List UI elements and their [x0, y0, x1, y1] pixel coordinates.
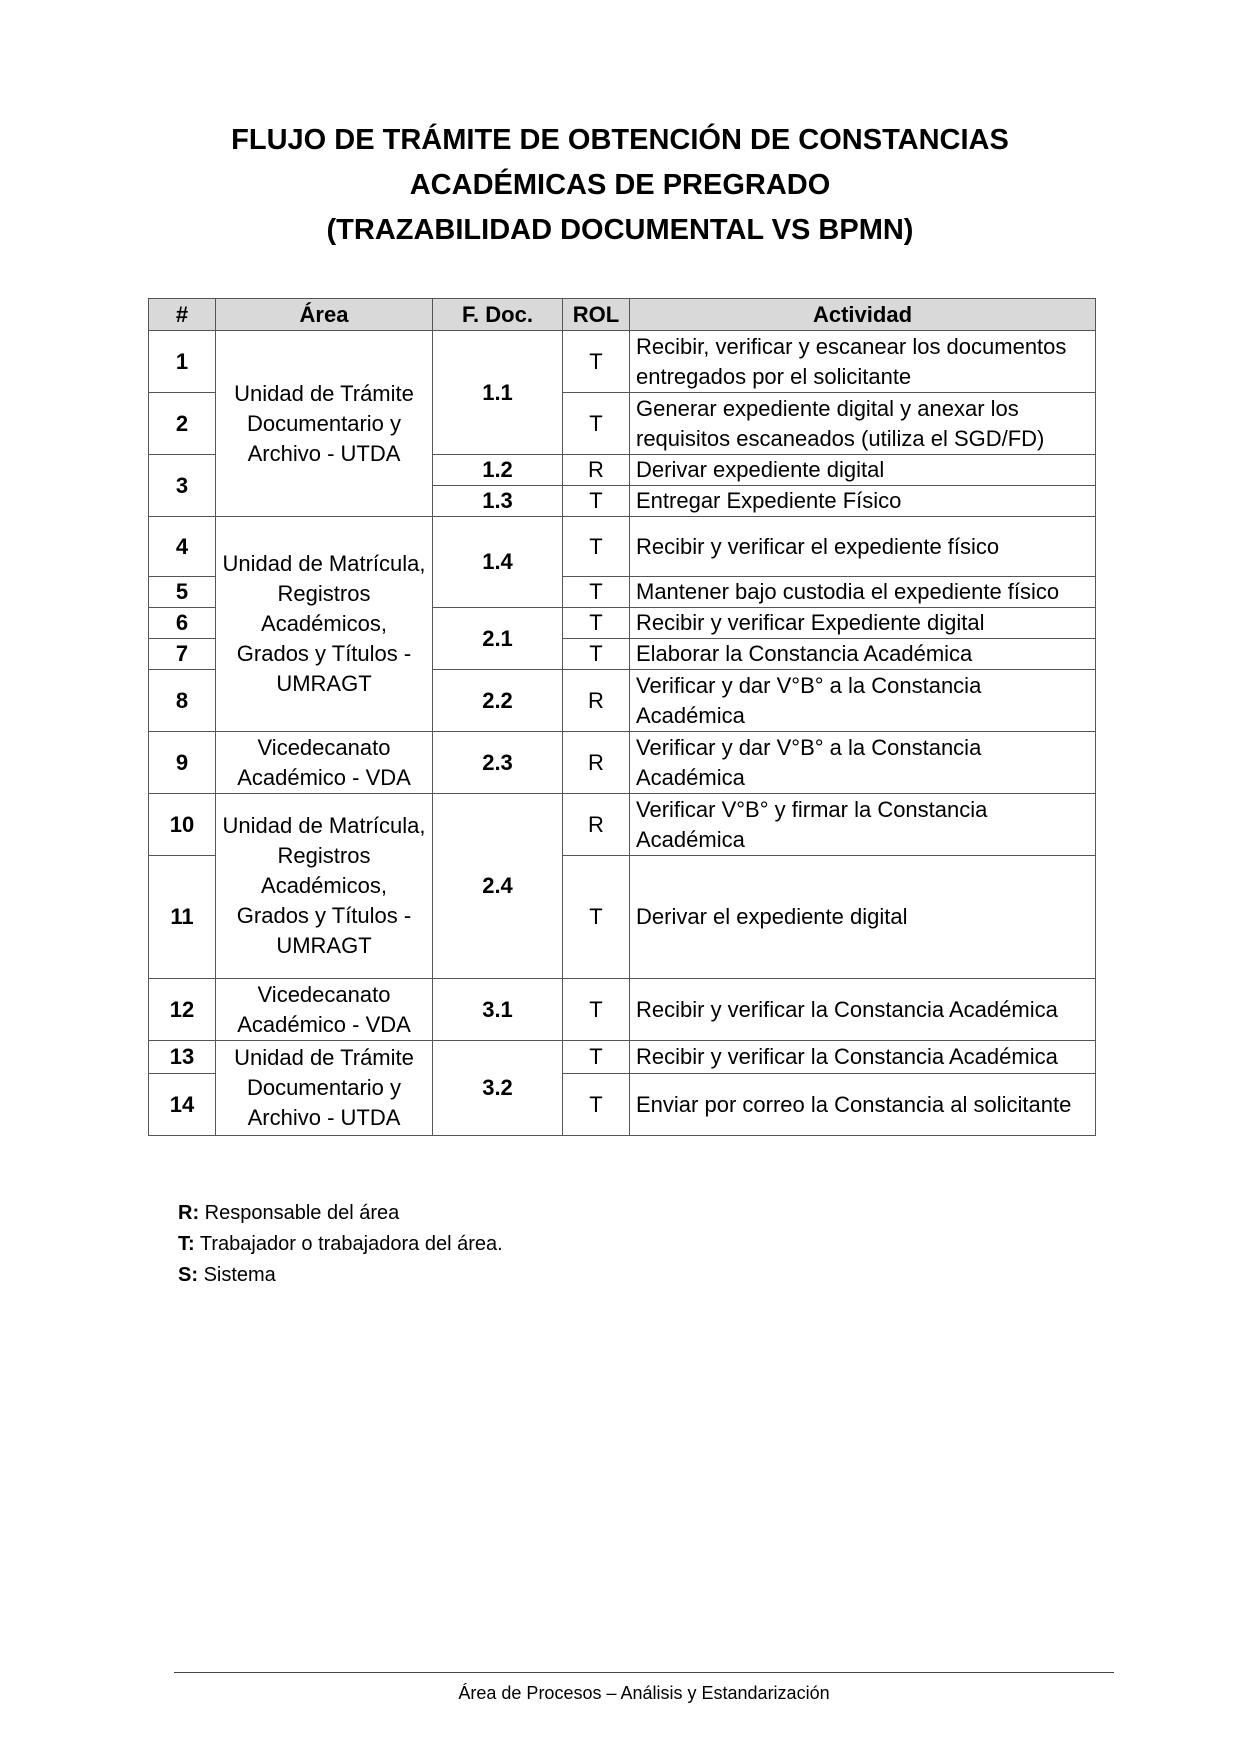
- rol-cell: T: [563, 979, 630, 1041]
- footer-divider: [174, 1672, 1114, 1673]
- activity-cell: Entregar Expediente Físico: [630, 486, 1096, 517]
- traceability-table: [148, 298, 1096, 1136]
- document-title: [0, 118, 1240, 253]
- role-legend: [178, 1198, 503, 1291]
- table-row: [149, 1041, 1096, 1074]
- header-num: #: [149, 299, 216, 331]
- row-number: 9: [149, 732, 216, 794]
- activity-cell: Derivar expediente digital: [630, 455, 1096, 486]
- fdoc-cell: 3.1: [433, 979, 563, 1041]
- activity-cell: Verificar V°B° y firmar la Constancia Académica: [630, 794, 1096, 856]
- fdoc-cell: 3.2: [433, 1041, 563, 1136]
- row-number: 4: [149, 517, 216, 577]
- rol-cell: T: [563, 393, 630, 455]
- activity-cell: Enviar por correo la Constancia al solicitante: [630, 1074, 1096, 1136]
- table-header-row: [149, 299, 1096, 331]
- fdoc-cell: 2.2: [433, 670, 563, 732]
- rol-cell: T: [563, 1041, 630, 1074]
- fdoc-cell: 1.4: [433, 517, 563, 608]
- rol-cell: T: [563, 517, 630, 577]
- header-rol: ROL: [563, 299, 630, 331]
- area-cell: Unidad de Matrícula, Registros Académicos, Grados y Títulos - UMRAGT: [216, 517, 433, 732]
- area-cell: Vicedecanato Académico - VDA: [216, 732, 433, 794]
- rol-cell: R: [563, 670, 630, 732]
- header-actividad: Actividad: [630, 299, 1096, 331]
- title-line-3: (TRAZABILIDAD DOCUMENTAL VS BPMN): [326, 214, 914, 246]
- legend-key: T:: [178, 1233, 195, 1255]
- area-cell: Vicedecanato Académico - VDA: [216, 979, 433, 1041]
- row-number: 1: [149, 331, 216, 393]
- area-cell: Unidad de Matrícula, Registros Académicos, Grados y Títulos - UMRAGT: [216, 794, 433, 979]
- activity-cell: Recibir y verificar la Constancia Académica: [630, 1041, 1096, 1074]
- activity-cell: Elaborar la Constancia Académica: [630, 639, 1096, 670]
- row-number: 14: [149, 1074, 216, 1136]
- legend-text: Trabajador o trabajadora del área.: [199, 1233, 503, 1255]
- title-line-1: FLUJO DE TRÁMITE DE OBTENCIÓN DE CONSTANCIAS: [231, 124, 1009, 156]
- table-row: [149, 331, 1096, 393]
- activity-cell: Verificar y dar V°B° a la Constancia Académica: [630, 670, 1096, 732]
- rol-cell: R: [563, 455, 630, 486]
- activity-cell: Recibir y verificar Expediente digital: [630, 608, 1096, 639]
- activity-cell: Derivar el expediente digital: [630, 856, 1096, 979]
- fdoc-cell: 2.1: [433, 608, 563, 670]
- header-area: Área: [216, 299, 433, 331]
- activity-cell: Recibir y verificar el expediente físico: [630, 517, 1096, 577]
- row-number: 7: [149, 639, 216, 670]
- area-cell: Unidad de Trámite Documentario y Archivo - UTDA: [216, 331, 433, 517]
- fdoc-cell: 2.3: [433, 732, 563, 794]
- rol-cell: T: [563, 1074, 630, 1136]
- rol-cell: T: [563, 608, 630, 639]
- header-fdoc: F. Doc.: [433, 299, 563, 331]
- activity-cell: Generar expediente digital y anexar los requisitos escaneados (utiliza el SGD/FD): [630, 393, 1096, 455]
- activity-cell: Recibir, verificar y escanear los documentos entregados por el solicitante: [630, 331, 1096, 393]
- area-cell: Unidad de Trámite Documentario y Archivo - UTDA: [216, 1041, 433, 1136]
- fdoc-cell: 2.4: [433, 794, 563, 979]
- legend-item: [178, 1260, 503, 1291]
- rol-cell: T: [563, 486, 630, 517]
- rol-cell: T: [563, 856, 630, 979]
- fdoc-cell: 1.2: [433, 455, 563, 486]
- legend-item: [178, 1198, 503, 1229]
- table-row: [149, 517, 1096, 577]
- title-line-2: ACADÉMICAS DE PREGRADO: [409, 169, 831, 201]
- row-number: 13: [149, 1041, 216, 1074]
- legend-text: Responsable del área: [204, 1202, 400, 1224]
- row-number: 11: [149, 856, 216, 979]
- activity-cell: Recibir y verificar la Constancia Académica: [630, 979, 1096, 1041]
- row-number: 5: [149, 577, 216, 608]
- rol-cell: T: [563, 577, 630, 608]
- row-number: 3: [149, 455, 216, 517]
- row-number: 12: [149, 979, 216, 1041]
- table-row: [149, 979, 1096, 1041]
- row-number: 6: [149, 608, 216, 639]
- rol-cell: T: [563, 331, 630, 393]
- fdoc-cell: 1.3: [433, 486, 563, 517]
- fdoc-cell: 1.1: [433, 331, 563, 455]
- table-row: [149, 794, 1096, 856]
- page-footer: Área de Procesos – Análisis y Estandarización: [458, 1683, 830, 1703]
- legend-text: Sistema: [203, 1264, 276, 1286]
- activity-cell: Verificar y dar V°B° a la Constancia Académica: [630, 732, 1096, 794]
- row-number: 2: [149, 393, 216, 455]
- rol-cell: T: [563, 639, 630, 670]
- legend-key: R:: [178, 1202, 200, 1224]
- legend-item: [178, 1229, 503, 1260]
- table-row: [149, 732, 1096, 794]
- rol-cell: R: [563, 794, 630, 856]
- row-number: 10: [149, 794, 216, 856]
- rol-cell: R: [563, 732, 630, 794]
- row-number: 8: [149, 670, 216, 732]
- legend-key: S:: [178, 1264, 198, 1286]
- activity-cell: Mantener bajo custodia el expediente físico: [630, 577, 1096, 608]
